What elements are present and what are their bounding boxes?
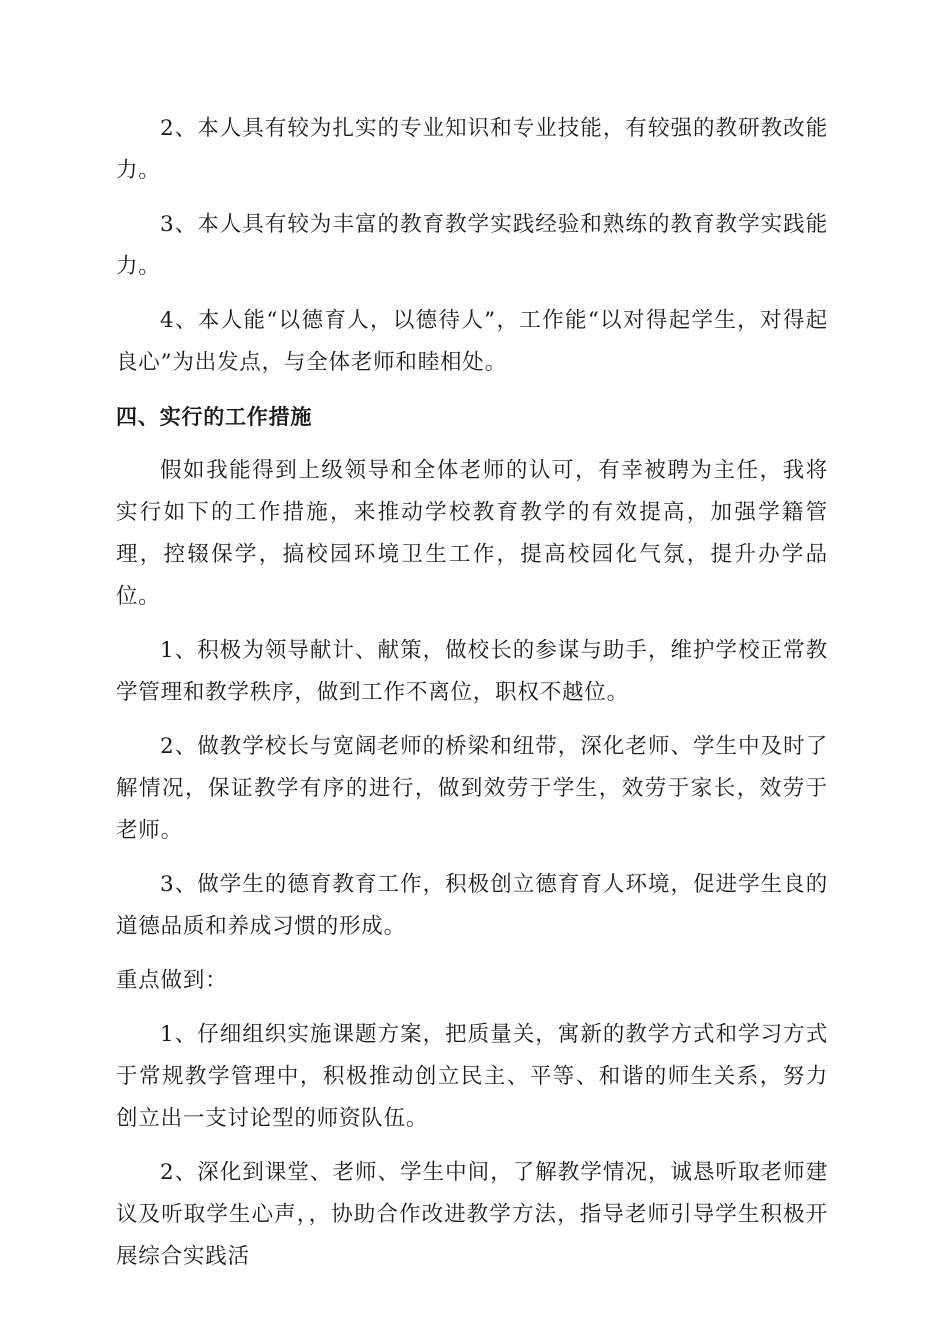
paragraph-ability-2: 2、本人具有较为扎实的专业知识和专业技能，有较强的教研教改能力。 [116, 116, 828, 183]
document-page [116, 108, 828, 1290]
focus-label: 重点做到： [116, 968, 228, 993]
paragraph-ability-4: 4、本人能“以德育人，以德待人”，工作能“以对得起学生，对得起良心”为出发点，与全体老师和睦相处。 [116, 308, 828, 375]
section-heading: 四、实行的工作措施 [116, 405, 313, 429]
paragraph-measure-3: 3、做学生的德育教育工作，积极创立德育育人环境，促进学生良的道德品质和养成习惯的形成。 [116, 872, 828, 939]
paragraph-measure-2: 2、做教学校长与宽阔老师的桥梁和纽带，深化老师、学生中及时了解情况，保证教学有序的进行，做到效劳于学生，效劳于家长，效劳于老师。 [116, 734, 828, 843]
paragraph-focus-1: 1、仔细组织实施课题方案，把质量关，寓新的教学方式和学习方式于常规教学管理中，积极推动创立民主、平等、和谐的师生关系，努力创立出一支讨论型的师资队伍。 [116, 1022, 828, 1131]
paragraph-intro: 假如我能得到上级领导和全体老师的认可，有幸被聘为主任，我将实行如下的工作措施，来推动学校教育教学的有效提高，加强学籍管理，控辍保学，搞校园环境卫生工作，提高校园化气氛，提升办学品位。 [116, 458, 828, 609]
paragraph-focus-2: 2、深化到课堂、老师、学生中间，了解教学情况，诚恳听取老师建议及听取学生心声，，协助合作改进教学方法，指导老师引导学生积极开展综合实践活 [116, 1160, 828, 1269]
paragraph-measure-1: 1、积极为领导献计、献策，做校长的参谋与助手，维护学校正常教学管理和教学秩序，做到工作不离位，职权不越位。 [116, 638, 828, 705]
paragraph-ability-3: 3、本人具有较为丰富的教育教学实践经验和熟练的教育教学实践能力。 [116, 212, 828, 279]
